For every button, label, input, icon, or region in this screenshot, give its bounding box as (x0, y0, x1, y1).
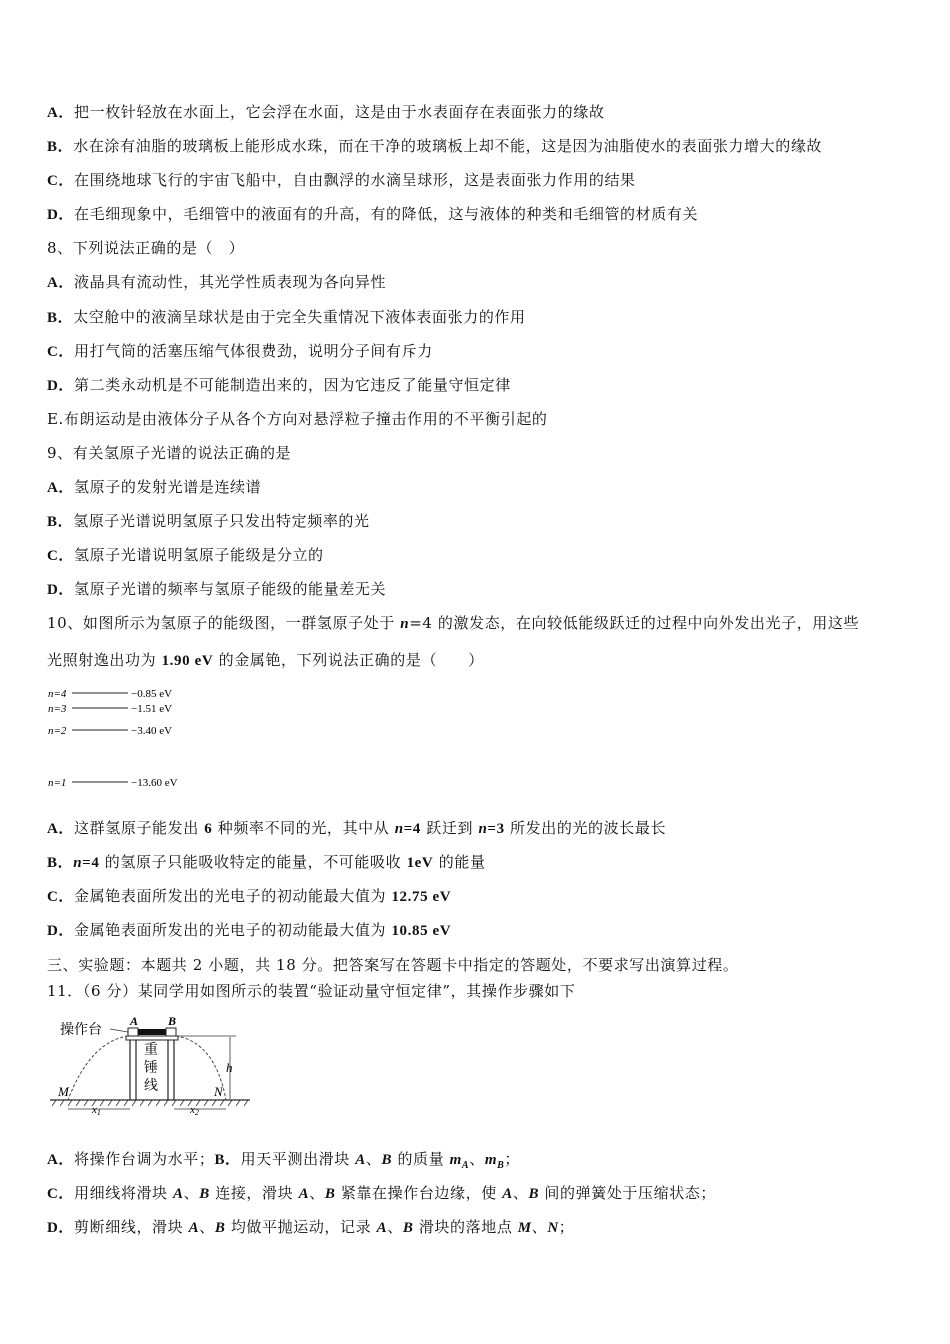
x2-label: x2 (190, 1104, 199, 1117)
energy-level-diagram (44, 684, 204, 794)
q8-option-d: D．第二类永动机是不可能制造出来的，因为它违反了能量守恒定律 (47, 376, 511, 394)
level-1-label: n=1 (48, 777, 67, 789)
experiment-diagram (50, 1012, 260, 1122)
trajectory-left (68, 1036, 128, 1100)
plumb-label-3: 线 (144, 1079, 158, 1094)
q11-step-c: C．用细线将滑块 A、B 连接，滑块 A、B 紧靠在操作台边缘，使 A、B 间的弹簧处于压缩状态； (47, 1184, 717, 1202)
x1-label: x1 (92, 1104, 101, 1117)
level-2-energy: −3.40 eV (131, 725, 173, 737)
q9-option-d: D．氢原子光谱的频率与氢原子能级的能量差无关 (47, 580, 387, 598)
q10-option-a: A．这群氢原子能发出 6 种频率不同的光，其中从 n=4 跃迁到 n=3 所发出的光的波长最长 (47, 819, 667, 837)
level-2-label: n=2 (48, 725, 67, 737)
q9-option-a: A．氢原子的发射光谱是连续谱 (47, 478, 262, 496)
point-n-label: N (214, 1084, 223, 1099)
q10-stem-line1: 10、如图所示为氢原子的能级图，一群氢原子处于 n=4 的激发态，在向较低能级跃迁的过程中向外发出光子，用这些 (47, 614, 860, 632)
plumb-label-1: 重 (144, 1043, 158, 1058)
q11-step-ab: A．将操作台调为水平；B．用天平测出滑块 A、B 的质量 $m_A$、$m_B$； (47, 1150, 520, 1171)
platform-top (126, 1036, 178, 1040)
height-label: h (226, 1060, 233, 1075)
ground-hatching (52, 1100, 248, 1106)
q10-stem-line2: 光照射逸出功为 1.90 eV 的金属铯，下列说法正确的是（ ） (47, 651, 484, 669)
block-a (128, 1028, 138, 1036)
q10-option-c: C．金属铯表面所发出的光电子的初动能最大值为 12.75 eV (47, 887, 452, 905)
q9-stem: 9、有关氢原子光谱的说法正确的是 (47, 444, 292, 462)
q9-option-b: B．氢原子光谱说明氢原子只发出特定频率的光 (47, 512, 370, 530)
level-1-energy: −13.60 eV (131, 777, 178, 789)
level-4-label: n=4 (48, 688, 67, 700)
q11-stem: 11．（6 分）某同学用如图所示的装置“验证动量守恒定律”，其操作步骤如下 (47, 982, 576, 1000)
q8-option-a: A．液晶具有流动性，其光学性质表现为各向异性 (47, 273, 387, 291)
section-3-heading: 三、实验题：本题共 2 小题，共 18 分。把答案写在答题卡中指定的答题处，不要求写出演算过程。 (47, 956, 739, 974)
block-a-label: A (130, 1014, 139, 1028)
q9-option-c: C．氢原子光谱说明氢原子能级是分立的 (47, 546, 324, 564)
q7-option-b: B．水在涂有油脂的玻璃板上能形成水珠，而在干净的玻璃板上却不能，这是因为油脂使水的表面张力增大的缘故 (47, 137, 823, 155)
level-4-energy: −0.85 eV (131, 688, 173, 700)
q8-stem: 8、下列说法正确的是（ ） (47, 239, 245, 257)
q10-option-b: B．n=4 的氢原子只能吸收特定的能量，不可能吸收 1eV 的能量 (47, 853, 486, 871)
q8-option-c: C．用打气筒的活塞压缩气体很费劲，说明分子间有斥力 (47, 342, 433, 360)
plumb-label-2: 锤 (144, 1061, 158, 1076)
platform-label: 操作台 (60, 1023, 102, 1038)
q8-option-b: B．太空舱中的液滴呈球状是由于完全失重情况下液体表面张力的作用 (47, 308, 526, 326)
level-3-energy: −1.51 eV (131, 703, 173, 715)
level-3-label: n=3 (48, 703, 67, 715)
spring (138, 1029, 166, 1035)
block-b-label: B (168, 1014, 177, 1028)
q7-option-c: C．在围绕地球飞行的宇宙飞船中，自由飘浮的水滴呈球形，这是表面张力作用的结果 (47, 171, 636, 189)
level-2 (48, 725, 172, 737)
block-b (166, 1028, 176, 1036)
q10-option-d: D．金属铯表面所发出的光电子的初动能最大值为 10.85 eV (47, 921, 452, 939)
q8-option-e: E.布朗运动是由液体分子从各个方向对悬浮粒子撞击作用的不平衡引起的 (47, 410, 548, 428)
level-1 (48, 777, 178, 789)
level-4 (48, 688, 172, 700)
platform-pointer (110, 1029, 128, 1032)
point-m-label: M (58, 1084, 69, 1099)
q7-option-d: D．在毛细现象中，毛细管中的液面有的升高，有的降低，这与液体的种类和毛细管的材质有关 (47, 205, 699, 223)
q11-step-d: D．剪断细线，滑块 A、B 均做平抛运动，记录 A、B 滑块的落地点 M、N； (47, 1218, 575, 1236)
q7-option-a: A．把一枚针轻放在水面上，它会浮在水面，这是由于水表面存在表面张力的缘故 (47, 103, 605, 121)
level-3 (48, 703, 172, 715)
